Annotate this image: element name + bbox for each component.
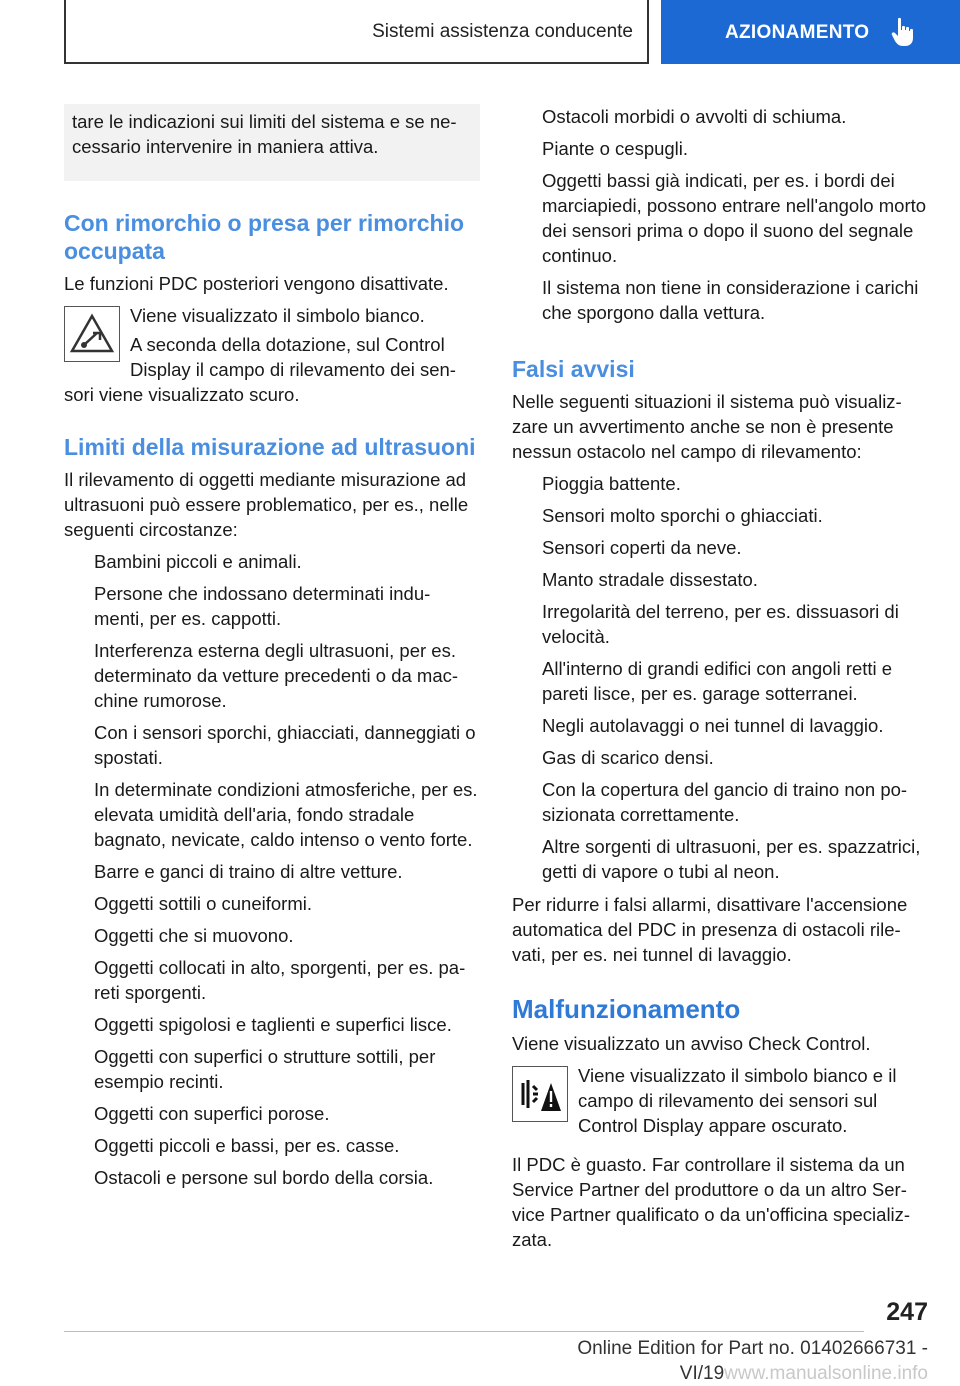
list-item: [512, 777, 928, 827]
list-item: [512, 503, 928, 528]
list-item-text: Il sistema non tiene in considerazione i carichi che sporgono dalla vettura.: [542, 277, 919, 323]
running-header-section: [64, 0, 649, 64]
list-item: [512, 104, 928, 129]
symbol-text: Viene visualizzato il simbolo bianco.: [130, 305, 425, 326]
footer-divider: [64, 1331, 864, 1332]
list-item: [64, 923, 480, 948]
trailer-hitch-icon: [64, 306, 120, 362]
list-item: [64, 777, 480, 852]
list-item-text: Con i sensori sporchi, ghiacciati, danneggiati o spostati.: [94, 722, 476, 768]
list-item-text: Piante o cespugli.: [542, 138, 689, 159]
list-item: [512, 136, 928, 161]
list-item-text: Oggetti spigolosi e taglienti e superfici lisce.: [94, 1014, 452, 1035]
list-item-text: Persone che indossano determinati indu-menti, per es. cappotti.: [94, 583, 431, 629]
list-item-text: Oggetti che si muovono.: [94, 925, 294, 946]
list-item-text: Interferenza esterna degli ultrasuoni, per es. determinato da vetture precedenti o da mac-chine rumorose.: [94, 640, 459, 711]
footer-edition: [474, 1336, 928, 1386]
paragraph: Il rilevamento di oggetti mediante misurazione ad ultrasuoni può essere problematico, per es., nelle seguenti circostanze:: [64, 469, 469, 540]
list-item-text: Ostacoli morbidi o avvolti di schiuma.: [542, 106, 847, 127]
heading-false-alarms: Falsi avvisi: [512, 356, 635, 382]
list-item: [64, 891, 480, 916]
paragraph: Nelle seguenti situazioni il sistema può visualiz-zare un avvertimento anche se non è presente nessun ostacolo nel campo di rilevamento:: [512, 391, 902, 462]
list-item: [64, 859, 480, 884]
list-item-text: Manto stradale dissestato.: [542, 569, 758, 590]
list-item: [512, 713, 928, 738]
list-item-text: Irregolarità del terreno, per es. dissuasori di velocità.: [542, 601, 899, 647]
left-column: [64, 104, 480, 1198]
list-item: [64, 581, 480, 631]
section-title: Sistemi assistenza conducente: [372, 20, 633, 42]
list-item: [512, 275, 928, 325]
right-column: [512, 104, 928, 1259]
list-item: [512, 567, 928, 592]
list-item-text: Oggetti collocati in alto, sporgenti, per es. pa-reti sporgenti.: [94, 957, 466, 1003]
paragraph: Il PDC è guasto. Far controllare il sistema da un Service Partner del produttore o da un altro Ser-vice Partner qualificato o da un'officina specializ-zata.: [512, 1154, 911, 1250]
list-item: [512, 535, 928, 560]
list-item: [64, 1012, 480, 1037]
pointing-hand-icon: [891, 17, 917, 47]
list-item-text: Negli autolavaggi o nei tunnel di lavaggio.: [542, 715, 884, 736]
paragraph: Le funzioni PDC posteriori vengono disattivate.: [64, 273, 449, 294]
list-item: [64, 955, 480, 1005]
list-item-text: In determinate condizioni atmosferiche, per es. elevata umidità dell'aria, fondo stradale bagnato, nevicate, caldo intenso o vento forte.: [94, 779, 478, 850]
list-item-text: Oggetti con superfici porose.: [94, 1103, 330, 1124]
list-item-text: Ostacoli e persone sul bordo della corsia.: [94, 1167, 434, 1188]
bullet-list: [64, 549, 480, 1190]
list-item-text: Oggetti sottili o cuneiformi.: [94, 893, 312, 914]
symbol-text: Viene visualizzato il simbolo bianco e il campo di rilevamento dei sensori sul Control Display appare oscurato.: [578, 1065, 897, 1136]
symbol-block: [64, 303, 480, 407]
list-item: [64, 1165, 480, 1190]
list-item-text: Oggetti bassi già indicati, per es. i bordi dei marciapiedi, possono entrare nell'angolo morto dei sensori prima o dopo il suono del segnale continuo.: [542, 170, 927, 266]
list-item: [64, 638, 480, 713]
edition-text: Online Edition for Part no. 01402666731 - VI/19: [577, 1338, 928, 1384]
list-item-text: Oggetti con superfici o strutture sottili, per esempio recinti.: [94, 1046, 436, 1092]
list-item-text: Pioggia battente.: [542, 473, 681, 494]
list-item: [512, 745, 928, 770]
list-item: [512, 168, 928, 268]
symbol-block: [512, 1063, 928, 1138]
heading-malfunction: Malfunzionamento: [512, 994, 741, 1024]
list-item: [512, 656, 928, 706]
chapter-title: AZIONAMENTO: [725, 21, 870, 43]
paragraph: Viene visualizzato un avviso Check Control.: [512, 1033, 871, 1054]
list-item-text: Sensori molto sporchi o ghiacciati.: [542, 505, 823, 526]
list-item: [512, 834, 928, 884]
list-item-text: Sensori coperti da neve.: [542, 537, 742, 558]
list-item-text: Con la copertura del gancio di traino non po-sizionata correttamente.: [542, 779, 908, 825]
heading-trailer: Con rimorchio o presa per rimorchio occupata: [64, 210, 465, 264]
note-box: [64, 104, 480, 181]
list-item: [512, 599, 928, 649]
list-item-text: Bambini piccoli e animali.: [94, 551, 302, 572]
list-item: [64, 1101, 480, 1126]
page-number: 247: [886, 1298, 928, 1326]
running-header-chapter: [661, 0, 960, 64]
list-item-text: Altre sorgenti di ultrasuoni, per es. spazzatrici, getti di vapore o tubi al neon.: [542, 836, 921, 882]
bullet-list: [512, 471, 928, 884]
list-item-text: Barre e ganci di traino di altre vetture.: [94, 861, 403, 882]
list-item-text: Oggetti piccoli e bassi, per es. casse.: [94, 1135, 400, 1156]
list-item: [512, 471, 928, 496]
list-item: [64, 1133, 480, 1158]
symbol-text: A seconda della dotazione, sul Control Display il campo di rilevamento dei sen-sori viene visualizzato scuro.: [64, 334, 456, 405]
bullet-list: [512, 104, 928, 325]
watermark-text: www.manualsonline.info: [724, 1363, 928, 1384]
list-item-text: All'interno di grandi edifici con angoli retti e pareti lisce, per es. garage sotterranei.: [542, 658, 893, 704]
list-item-text: Gas di scarico densi.: [542, 747, 714, 768]
list-item: [64, 1044, 480, 1094]
list-item: [64, 720, 480, 770]
heading-ultrasound-limits: Limiti della misurazione ad ultrasuoni: [64, 434, 476, 460]
paragraph: Per ridurre i falsi allarmi, disattivare l'accensione automatica del PDC in presenza di ostacoli rile-vati, per es. nei tunnel di lavaggio.: [512, 894, 908, 965]
pdc-fault-icon: [512, 1066, 568, 1122]
list-item: [64, 549, 480, 574]
note-text: tare le indicazioni sui limiti del sistema e se ne-cessario intervenire in maniera attiva.: [72, 111, 457, 157]
